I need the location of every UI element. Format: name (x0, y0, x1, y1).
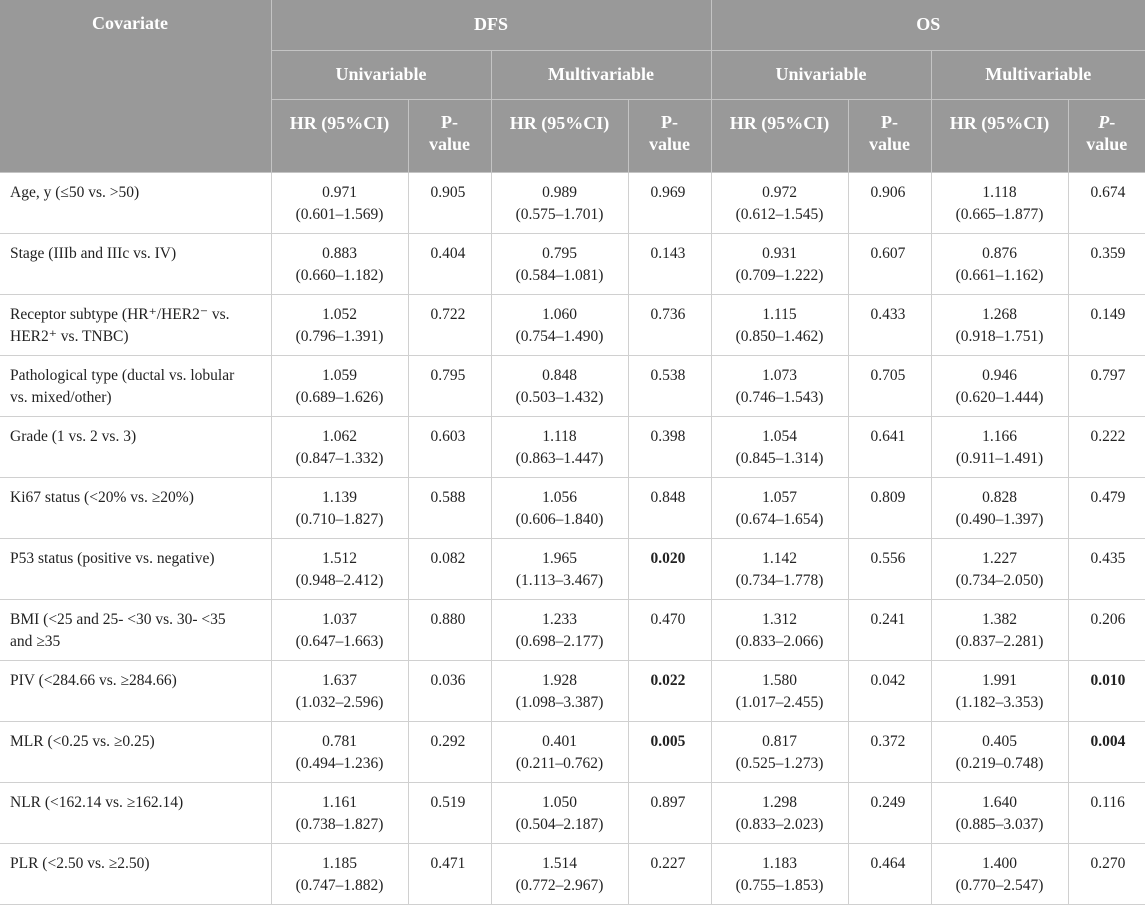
covariate-cell: Age, y (≤50 vs. >50) (0, 172, 271, 233)
hr-cell: 0.931 (0.709–1.222) (711, 233, 848, 294)
hr-cell: 1.580 (1.017–2.455) (711, 660, 848, 721)
hr-cell: 1.166 (0.911–1.491) (931, 416, 1068, 477)
os-univariable-header: Univariable (711, 50, 931, 99)
p-value-cell: 0.292 (408, 721, 491, 782)
covariate-cell: MLR (<0.25 vs. ≥0.25) (0, 721, 271, 782)
p-value-cell: 0.270 (1068, 843, 1145, 904)
hr-cell: 1.060 (0.754–1.490) (491, 294, 628, 355)
table-row (0, 660, 1145, 721)
p-value-cell: 0.470 (628, 599, 711, 660)
p-value-cell: 0.241 (848, 599, 931, 660)
p-value-cell: 0.880 (408, 599, 491, 660)
p-value-cell: 0.519 (408, 782, 491, 843)
table-row (0, 538, 1145, 599)
p-value-cell: 0.042 (848, 660, 931, 721)
p-value-cell: 0.722 (408, 294, 491, 355)
hr-cell: 0.401 (0.211–0.762) (491, 721, 628, 782)
table-row (0, 843, 1145, 904)
table-body (0, 172, 1145, 904)
hr-cell: 1.059 (0.689–1.626) (271, 355, 408, 416)
hr-cell: 1.139 (0.710–1.827) (271, 477, 408, 538)
p-value-cell: 0.736 (628, 294, 711, 355)
hr-cell: 1.640 (0.885–3.037) (931, 782, 1068, 843)
p-value-header: P- value (408, 99, 491, 172)
hr-cell: 1.312 (0.833–2.066) (711, 599, 848, 660)
p-value-cell-significant: 0.010 (1068, 660, 1145, 721)
p-value-cell: 0.479 (1068, 477, 1145, 538)
hr-cell: 0.817 (0.525–1.273) (711, 721, 848, 782)
hr-cell: 1.227 (0.734–2.050) (931, 538, 1068, 599)
hr-ci-header: HR (95%CI) (931, 99, 1068, 172)
hr-cell: 0.828 (0.490–1.397) (931, 477, 1068, 538)
p-value-cell: 0.906 (848, 172, 931, 233)
hr-ci-header: HR (95%CI) (271, 99, 408, 172)
hr-cell: 1.161 (0.738–1.827) (271, 782, 408, 843)
covariate-cell: PLR (<2.50 vs. ≥2.50) (0, 843, 271, 904)
hr-cell: 1.037 (0.647–1.663) (271, 599, 408, 660)
hr-cell: 1.268 (0.918–1.751) (931, 294, 1068, 355)
hr-cell: 1.056 (0.606–1.840) (491, 477, 628, 538)
p-value-header: P- value (628, 99, 711, 172)
table-row (0, 599, 1145, 660)
p-value-cell: 0.641 (848, 416, 931, 477)
covariate-cell: Stage (IIIb and IIIc vs. IV) (0, 233, 271, 294)
p-value-cell: 0.471 (408, 843, 491, 904)
p-value-cell: 0.607 (848, 233, 931, 294)
p-value-cell: 0.036 (408, 660, 491, 721)
hr-ci-header: HR (95%CI) (491, 99, 628, 172)
covariate-cell: Pathological type (ductal vs. lobular vs. mixed/other) (0, 355, 271, 416)
hr-cell: 1.514 (0.772–2.967) (491, 843, 628, 904)
hr-cell: 1.050 (0.504–2.187) (491, 782, 628, 843)
hr-cell: 0.971 (0.601–1.569) (271, 172, 408, 233)
p-value-cell-significant: 0.022 (628, 660, 711, 721)
p-value-cell: 0.404 (408, 233, 491, 294)
p-value-cell: 0.398 (628, 416, 711, 477)
hr-cell: 0.876 (0.661–1.162) (931, 233, 1068, 294)
p-value-cell: 0.222 (1068, 416, 1145, 477)
p-value-cell: 0.435 (1068, 538, 1145, 599)
p-value-cell: 0.227 (628, 843, 711, 904)
p-value-cell: 0.538 (628, 355, 711, 416)
p-value-cell: 0.674 (1068, 172, 1145, 233)
table-row (0, 721, 1145, 782)
hr-cell: 1.991 (1.182–3.353) (931, 660, 1068, 721)
p-value-cell: 0.116 (1068, 782, 1145, 843)
p-value-cell: 0.588 (408, 477, 491, 538)
hr-cell: 0.795 (0.584–1.081) (491, 233, 628, 294)
covariate-cell: Grade (1 vs. 2 vs. 3) (0, 416, 271, 477)
p-value-cell: 0.206 (1068, 599, 1145, 660)
p-value-cell: 0.249 (848, 782, 931, 843)
table-row (0, 355, 1145, 416)
covariate-cell: NLR (<162.14 vs. ≥162.14) (0, 782, 271, 843)
p-value-cell: 0.082 (408, 538, 491, 599)
hr-cell: 1.052 (0.796–1.391) (271, 294, 408, 355)
table-row (0, 782, 1145, 843)
covariate-cell: Ki67 status (<20% vs. ≥20%) (0, 477, 271, 538)
covariate-cell: BMI (<25 and 25- <30 vs. 30- <35 and ≥35 (0, 599, 271, 660)
hr-cell: 1.142 (0.734–1.778) (711, 538, 848, 599)
p-value-cell: 0.905 (408, 172, 491, 233)
hr-cell: 1.115 (0.850–1.462) (711, 294, 848, 355)
table-row (0, 233, 1145, 294)
hr-cell: 1.965 (1.113–3.467) (491, 538, 628, 599)
p-value-cell: 0.848 (628, 477, 711, 538)
hr-cell: 1.054 (0.845–1.314) (711, 416, 848, 477)
hr-cell: 1.400 (0.770–2.547) (931, 843, 1068, 904)
hr-cell: 0.848 (0.503–1.432) (491, 355, 628, 416)
hr-cell: 1.073 (0.746–1.543) (711, 355, 848, 416)
table-row (0, 172, 1145, 233)
hr-cell: 0.883 (0.660–1.182) (271, 233, 408, 294)
os-header: OS (711, 0, 1145, 50)
table-row (0, 477, 1145, 538)
hr-ci-header: HR (95%CI) (711, 99, 848, 172)
hr-cell: 1.118 (0.863–1.447) (491, 416, 628, 477)
p-value-cell: 0.359 (1068, 233, 1145, 294)
p-value-cell: 0.897 (628, 782, 711, 843)
dfs-header: DFS (271, 0, 711, 50)
hr-cell: 1.298 (0.833–2.023) (711, 782, 848, 843)
covariate-cell: Receptor subtype (HR⁺/HER2⁻ vs. HER2⁺ vs. TNBC) (0, 294, 271, 355)
hr-cell: 1.382 (0.837–2.281) (931, 599, 1068, 660)
p-value-cell-significant: 0.004 (1068, 721, 1145, 782)
covariate-cell: PIV (<284.66 vs. ≥284.66) (0, 660, 271, 721)
hr-cell: 1.512 (0.948–2.412) (271, 538, 408, 599)
p-value-cell: 0.705 (848, 355, 931, 416)
dfs-univariable-header: Univariable (271, 50, 491, 99)
table-row (0, 416, 1145, 477)
covariate-header: Covariate (0, 0, 271, 172)
p-value-cell: 0.809 (848, 477, 931, 538)
hr-cell: 1.233 (0.698–2.177) (491, 599, 628, 660)
os-multivariable-header: Multivariable (931, 50, 1145, 99)
p-value-cell: 0.149 (1068, 294, 1145, 355)
p-value-cell: 0.795 (408, 355, 491, 416)
hr-cell: 0.972 (0.612–1.545) (711, 172, 848, 233)
p-value-cell: 0.969 (628, 172, 711, 233)
hr-cell: 1.062 (0.847–1.332) (271, 416, 408, 477)
hr-cell: 1.928 (1.098–3.387) (491, 660, 628, 721)
p-value-cell: 0.372 (848, 721, 931, 782)
p-value-cell: 0.433 (848, 294, 931, 355)
p-value-cell: 0.143 (628, 233, 711, 294)
p-value-header: P- value (848, 99, 931, 172)
hr-cell: 0.989 (0.575–1.701) (491, 172, 628, 233)
p-value-cell-significant: 0.020 (628, 538, 711, 599)
hr-cell: 0.781 (0.494–1.236) (271, 721, 408, 782)
p-value-cell: 0.464 (848, 843, 931, 904)
p-value-cell: 0.603 (408, 416, 491, 477)
hr-cell: 1.118 (0.665–1.877) (931, 172, 1068, 233)
p-value-cell: 0.797 (1068, 355, 1145, 416)
hr-cell: 0.405 (0.219–0.748) (931, 721, 1068, 782)
p-value-cell-significant: 0.005 (628, 721, 711, 782)
p-value-cell: 0.556 (848, 538, 931, 599)
hr-cell: 1.183 (0.755–1.853) (711, 843, 848, 904)
table-row (0, 294, 1145, 355)
hr-cell: 1.185 (0.747–1.882) (271, 843, 408, 904)
hr-cell: 1.637 (1.032–2.596) (271, 660, 408, 721)
covariate-cell: P53 status (positive vs. negative) (0, 538, 271, 599)
hr-cell: 0.946 (0.620–1.444) (931, 355, 1068, 416)
p-value-header: P- value (1068, 99, 1145, 172)
dfs-multivariable-header: Multivariable (491, 50, 711, 99)
hr-cell: 1.057 (0.674–1.654) (711, 477, 848, 538)
